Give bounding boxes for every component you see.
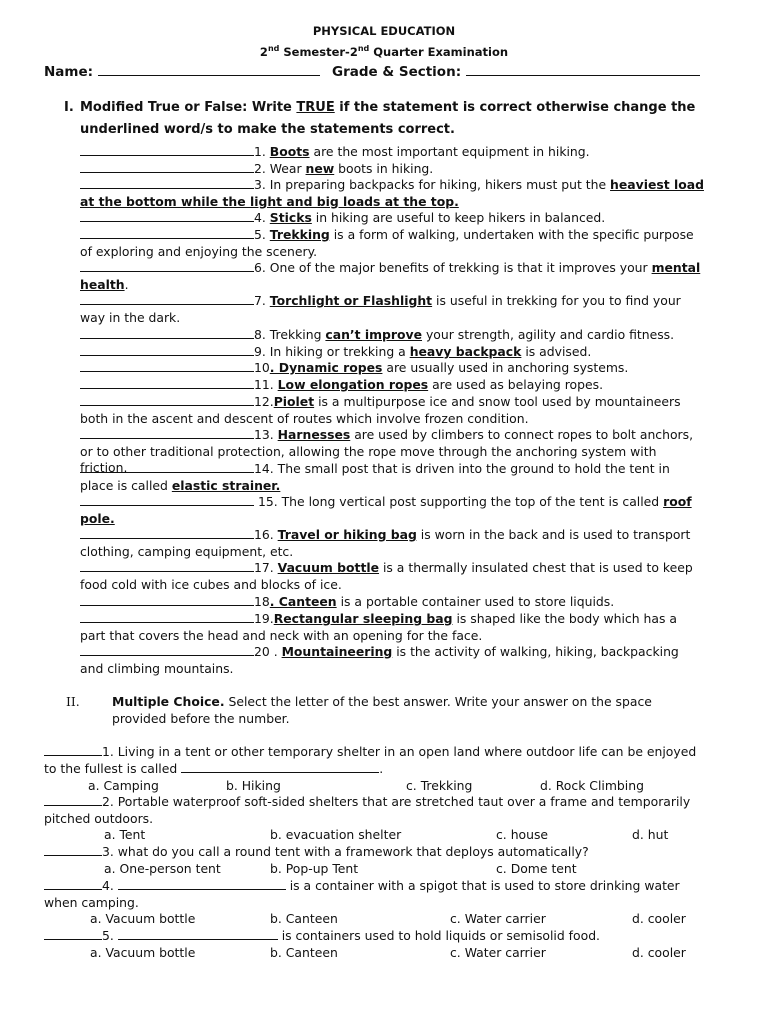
underlined-term: Piolet [273,394,315,409]
mc-question-5 [44,928,600,945]
item-text: 11. [254,377,278,392]
option-1b[interactable]: b. Hiking [226,778,281,793]
part1-instruction-b: if the statement is correct otherwise change the [334,100,696,115]
option-3c[interactable]: c. Dome tent [496,861,577,876]
answer-blank[interactable] [80,377,254,389]
underlined-term: mental health [80,260,701,292]
part2-instruction-line1 [112,694,652,711]
answer-blank[interactable] [80,293,254,305]
item-text-end: are the most important equipment in hiking. [309,144,590,159]
part1-instruction-line1 [80,100,695,115]
subtitle-mid: Semester-2 [279,44,358,59]
option-1a[interactable]: a. Camping [88,778,159,793]
answer-blank[interactable] [80,394,254,406]
item-text-end: is a thermally insulated chest that is used to keep food cold with ice cubes and blocks of ice. [80,560,693,592]
mc-question-1-text-b: to the fullest is called [44,761,182,776]
answer-blank-3[interactable] [44,844,102,856]
item-text-end: is worn in the back and is used to transport clothing, camping equipment, etc. [80,527,691,559]
underlined-term: Rectangular sleeping bag [273,611,453,626]
item-text-end: in hiking are useful to keep hikers in balanced. [311,210,606,225]
item-text: 12. [254,394,274,409]
underlined-term: can’t improve [325,327,423,342]
true-false-item [80,527,705,560]
part1-instruction-true: TRUE [296,100,335,115]
true-false-item [80,377,705,394]
answer-blank-2[interactable] [44,794,102,806]
item-text: 3. In preparing backpacks for hiking, hikers must put the [254,177,611,192]
answer-blank[interactable] [80,527,254,539]
part2-instruction-line2: provided before the number. [112,711,290,726]
mc-question-5-fill-blank[interactable] [118,928,278,940]
true-false-item [80,594,705,611]
name-row [44,64,320,80]
true-false-item [80,344,705,361]
option-4d[interactable]: d. cooler [632,911,686,926]
underlined-term: . Canteen [269,594,337,609]
answer-blank[interactable] [80,227,254,239]
item-text: 16. [254,527,278,542]
underlined-term: heavy backpack [409,344,522,359]
underlined-term: Torchlight or Flashlight [269,293,433,308]
mc-question-3-text: 3. what do you call a round tent with a framework that deploys automatically? [102,844,589,859]
mc-question-4-text-b: is a container with a spigot that is used to store drinking water [285,878,680,893]
option-5d[interactable]: d. cooler [632,945,686,960]
answer-blank[interactable] [80,494,254,506]
item-text: 10 [254,360,270,375]
item-text-end: is a form of walking, undertaken with the specific purpose of exploring and enjoying the scenery. [80,227,694,259]
true-false-item [80,327,705,344]
grade-row [332,64,700,80]
underlined-term: Low elongation ropes [277,377,429,392]
true-false-item [80,144,705,161]
answer-blank[interactable] [80,327,254,339]
part2-instruction-a: Select the letter of the best answer. Write your answer on the space [224,694,652,709]
answer-blank[interactable] [80,177,254,189]
answer-blank[interactable] [80,210,254,222]
true-false-item [80,611,705,644]
underlined-term: . Dynamic ropes [269,360,383,375]
true-false-item [80,560,705,593]
underlined-term: heaviest load at the bottom while the light and big loads at the top. [80,177,704,209]
item-text: 20 . [254,644,282,659]
true-false-item [80,644,705,677]
answer-blank-1[interactable] [44,744,102,756]
answer-blank[interactable] [80,461,254,473]
item-text-end: boots in hiking. [334,161,434,176]
option-4c[interactable]: c. Water carrier [450,911,546,926]
mc-question-1-line2 [44,761,383,778]
exam-title: PHYSICAL EDUCATION [312,24,456,38]
mc-question-1-line1 [44,744,696,761]
subtitle-end: Quarter Examination [369,44,509,59]
part2-heading: Multiple Choice. [112,694,225,709]
item-text-end: . [124,276,129,292]
option-4a[interactable]: a. Vacuum bottle [90,911,196,926]
item-text-end: are used by climbers to connect ropes to bolt anchors, or to other traditional protection, allowing the rope move through the anchoring system with friction. [80,427,694,476]
item-text: 4. [254,210,270,225]
mc-question-2-line1 [44,794,690,811]
item-text-end: is the activity of walking, hiking, backpacking and climbing mountains. [80,644,679,676]
item-text-end: is a portable container used to store liquids. [336,594,615,609]
answer-blank[interactable] [80,360,254,372]
underlined-term: Harnesses [277,427,351,442]
underlined-term: new [305,161,335,176]
underlined-term: elastic strainer. [171,477,281,493]
true-false-item [80,210,705,227]
answer-blank-5[interactable] [44,928,102,940]
item-text: 15. The long vertical post supporting the top of the tent is called [254,494,664,509]
answer-blank[interactable] [80,560,254,572]
true-false-item [80,394,705,427]
true-false-item [80,461,705,494]
answer-blank[interactable] [80,644,254,656]
item-text-end: your strength, agility and cardio fitness. [422,327,675,342]
part1-instruction-line2: underlined word/s to make the statements correct. [80,122,455,137]
answer-blank[interactable] [80,344,254,356]
true-false-item [80,161,705,178]
answer-blank[interactable] [80,161,254,173]
item-text-end: is a multipurpose ice and snow tool used by mountaineers both in the ascent and descent of routes which involve frozen condition. [80,394,681,426]
underlined-term: Mountaineering [281,644,393,659]
option-3b[interactable]: b. Pop-up Tent [270,861,359,876]
subtitle-semester-number: 2 [259,44,268,59]
option-2c[interactable]: c. house [496,827,549,842]
item-text: 19. [254,611,274,626]
mc-question-5-text-a: 5. [102,928,118,943]
grade-section-label: Grade & Section: [332,64,462,80]
subtitle-semester-suffix: nd [267,44,280,53]
item-text: 9. In hiking or trekking a [254,344,410,359]
grade-section-field[interactable] [466,64,700,76]
option-4b[interactable]: b. Canteen [270,911,338,926]
true-false-item [80,360,705,377]
underlined-term: roof pole. [80,494,692,526]
option-1d[interactable]: d. Rock Climbing [540,778,644,793]
underlined-term: Vacuum bottle [277,560,380,575]
true-false-item [80,227,705,260]
mc-question-4-text-c: when camping. [44,895,139,910]
answer-blank-4[interactable] [44,878,102,890]
exam-subtitle [0,44,768,59]
answer-blank[interactable] [80,611,254,623]
part1-instruction-a: Modified True or False: Write [80,100,297,115]
item-text: 14. The small post that is driven into the ground to hold the tent in place is called [80,461,670,493]
item-text: 1. [254,144,270,159]
underlined-term: Travel or hiking bag [277,527,417,542]
item-text: 17. [254,560,278,575]
item-text: 8. Trekking [254,327,326,342]
option-2b[interactable]: b. evacuation shelter [270,827,402,842]
underlined-term: Boots [269,144,310,159]
item-text-end: are used as belaying ropes. [428,377,604,392]
part2-numeral: II. [66,694,80,709]
true-false-item [80,260,705,293]
mc-question-5-text-b: is containers used to hold liquids or semisolid food. [277,928,601,943]
subtitle-quarter-suffix: nd [357,44,370,53]
mc-question-3 [44,844,589,861]
option-5c[interactable]: c. Water carrier [450,945,546,960]
true-false-item [80,293,705,326]
mc-question-4-text-a: 4. [102,878,118,893]
item-text: 6. One of the major benefits of trekking is that it improves your [254,260,652,275]
option-5a[interactable]: a. Vacuum bottle [90,945,196,960]
mc-question-2-text-a: 2. Portable waterproof soft-sided shelters that are stretched taut over a frame and temporarily [102,794,691,809]
mc-question-1-end: . [379,761,384,776]
underlined-term: Sticks [269,210,312,225]
name-field[interactable] [98,64,320,76]
mc-question-1-text-a: 1. Living in a tent or other temporary shelter in an open land where outdoor life can be enjoyed [102,744,697,759]
item-text-end: is useful in trekking for you to find your way in the dark. [80,293,681,325]
true-false-item [80,494,705,527]
item-text: 7. [254,293,270,308]
part1-numeral: I. [64,100,74,115]
item-text: 2. Wear [254,161,306,176]
mc-question-1-fill-blank[interactable] [181,761,379,773]
true-false-item [80,177,705,210]
item-text: 5. [254,227,270,242]
name-label: Name: [44,64,94,80]
answer-blank[interactable] [80,427,254,439]
answer-blank[interactable] [80,594,254,606]
option-1c[interactable]: c. Trekking [406,778,473,793]
item-text-end: is advised. [521,344,592,359]
mc-question-2-text-b: pitched outdoors. [44,811,154,826]
item-text: 18 [254,594,270,609]
answer-blank[interactable] [80,260,254,272]
option-5b[interactable]: b. Canteen [270,945,338,960]
underlined-term: Trekking [269,227,330,242]
mc-question-4-fill-blank[interactable] [118,878,286,890]
item-text-end: is shaped like the body which has a part that covers the head and neck with an opening for the face. [80,611,677,643]
answer-blank[interactable] [80,144,254,156]
item-text: 13. [254,427,278,442]
option-2d[interactable]: d. hut [632,827,669,842]
mc-question-4-line1 [44,878,680,895]
option-3a[interactable]: a. One-person tent [104,861,221,876]
option-2a[interactable]: a. Tent [104,827,146,842]
item-text-end: are usually used in anchoring systems. [382,360,629,375]
